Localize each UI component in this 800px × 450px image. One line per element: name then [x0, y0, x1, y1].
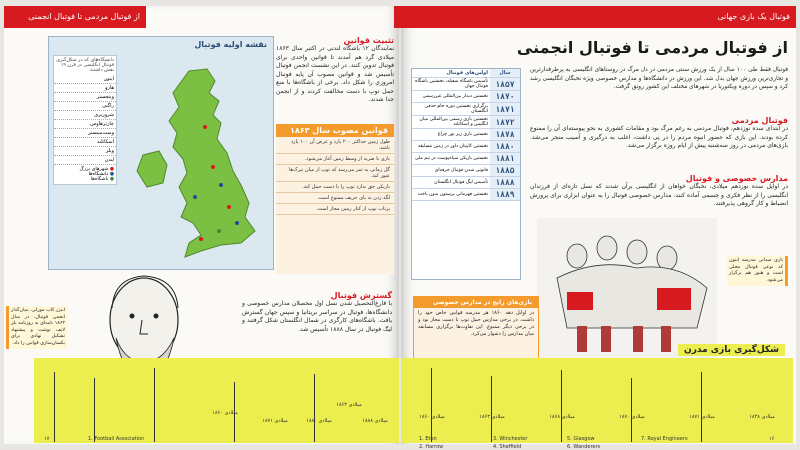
left-page-number: ۱۷ [44, 436, 50, 442]
legend-item: اسکاتلند [54, 138, 116, 147]
right-timeline [401, 345, 793, 443]
left-header-tag: از فوتبال مردمی تا فوتبال انجمنی [4, 6, 146, 28]
timeline-label: ۱۸۸۸ میلادی [362, 418, 388, 424]
intro-text: فوتبال فقط طی ۱۰۰ سال از یک ورزش سنتی مردمی در دل مرگ در روستاهای انگلیسی به پرطرفدارترین و تجاری‌ترین ورزش جهان بدل شد. این ورزش در دانشگاه‌ها و مدارس خصوصی ویژه نخبگان انگلیسی رشد کرد و سپس در دوره ویکتوریا در شهرهای مختلف این کشور رونق گرفت. [530, 67, 788, 90]
rule-item: بازی با ضربه از وسط زمین آغاز می‌شود. [276, 154, 394, 165]
table-row: نخستین قهرمانی پرستون بدون باخت ۱۸۸۹ [412, 189, 520, 201]
left-footer-item: 1. Football Association [88, 436, 145, 442]
map-note: دانشگاه‌های که در شکل‌گیری فوتبال انگلیسی در قرن ۱۹ نقش داشتند [56, 58, 114, 73]
approved-rules-title: قوانین مصوب سال ۱۸۶۳ [276, 124, 394, 137]
timeline-label: ۱۸۶۳ میلادی [479, 414, 505, 420]
timeline-label: ۱۸۸۰ میلادی [306, 418, 332, 424]
table-header-year: سال [490, 69, 520, 78]
city-marker [199, 237, 203, 241]
university-marker [193, 195, 197, 199]
firsts-table [411, 68, 521, 280]
school-rules-title: بازی‌های رایج در مدارس خصوصی [414, 297, 538, 308]
timeline-label: ۱۸۷۱ میلادی [689, 414, 715, 420]
timeline-label: ۱۸۶۳ میلادی [336, 402, 362, 408]
photo-caption-box [727, 256, 788, 286]
table-header [412, 69, 520, 78]
timeline-title: شکل‌گیری بازی مدرن [678, 344, 785, 356]
legend-item: وینچستر [54, 93, 116, 102]
map-markers [54, 165, 116, 184]
right-footer-item: 7. Royal Engineers [641, 436, 688, 442]
right-page-number: ۱۶ [769, 436, 775, 442]
legend-item: لندن [54, 156, 116, 165]
city-marker [227, 205, 231, 209]
legend-item: راگبی [54, 102, 116, 111]
table-row: تأسیس باشگاه شفیلد، نخستین باشگاه فوتبال جهان ۱۸۵۷ [412, 78, 520, 91]
rule-item: بازیکن حق ندارد توپ را با دست حمل کند. [276, 182, 394, 193]
table-header-event: اولین‌های فوتبال [412, 69, 490, 78]
approved-rules-box [276, 124, 394, 274]
expansion-text: با فارغ‌التحصیل شدن نسل اول محصلان مدارس خصوصی و دانشگاه‌ها، فوتبال در سراسر بریتانیا و سپس جهان گسترش یافت. باشگاه‌های کارگری در شمال انگلستان شکل گرفتند و لیگ فوتبال در سال ۱۸۸۸ تأسیس شد. [242, 300, 392, 333]
right-footer-item: 6. Wanderers [567, 444, 601, 450]
legend-item: شروزبری [54, 111, 116, 120]
section-folk [530, 116, 788, 167]
expansion-title: گسترش فوتبال [330, 291, 392, 300]
marker-cities: ● شهرهای بزرگ [79, 167, 114, 172]
table-row: تأسیس لیگ فوتبال انگلستان ۱۸۸۸ [412, 177, 520, 189]
rules-column [276, 36, 394, 117]
left-page [4, 6, 399, 444]
right-footer-item: 4. Sheffield [493, 444, 522, 450]
left-timeline [34, 358, 399, 443]
right-footer-item: 3. Winchester [493, 436, 528, 442]
timeline-label: ۱۸۷۱ میلادی [262, 418, 288, 424]
right-footer-item: 5. Glasgow [567, 436, 595, 442]
section1-text: در ابتدای سده نوزدهم، فوتبال مردمی به رغم مرگ بود و مقامات کشوری به نحو پیوسته‌ای آن را ممنوع کرده بودند. این بازی که حضور انبوه مردم را در پی داشت، اغلب به درگیری و آسیب منجر می‌شد. بازی‌های مردمی در روز سه‌شنبه پیش از ایام روزه برگزار می‌شد. [530, 125, 788, 149]
photo-caption: بازی میدانی مدرسه ایتون که نوعی فوتبال محلی است و هنوز هم برگزار می‌شود. [729, 258, 783, 283]
club-marker [217, 229, 221, 233]
table-row: برگزاری نخستین دوره جام حذفی انگلستان ۱۸۷۱ [412, 103, 520, 116]
table-row: نخستین بازیکن سیاه‌پوست در تیم ملی ۱۸۸۱ [412, 153, 520, 165]
ireland-shape [137, 151, 167, 187]
timeline-label: ۱۸۶۸ میلادی [549, 414, 575, 420]
school-rules-box [413, 296, 539, 360]
timeline-label: ۱۸۶۰ میلادی [212, 410, 238, 416]
table-row: نخستین بازی رسمی بین‌المللی میان انگلیس و اسکاتلند ۱۸۷۲ [412, 116, 520, 129]
city-marker [211, 165, 215, 169]
university-marker [235, 221, 239, 225]
portrait-caption: ابنزر کاب مورلی، بنیان‌گذار انجمن فوتبال، در سال ۱۸۶۳ نامه‌ای به روزنامه بلز لایف نوشت و پیشنهاد تشکیل نهادی برای یکسان‌سازی قوانین را داد. [11, 308, 65, 346]
map-title: نقشه اولیه فوتبال [194, 40, 267, 49]
great-britain-shape [169, 69, 255, 257]
city-marker [203, 125, 207, 129]
marker-universities: ● دانشگاه‌ها [88, 172, 114, 177]
rule-item: طول زمین حداکثر ۲۰۰ یارد و عرض آن ۱۰۰ یارد باشد. [276, 137, 394, 154]
map-box [48, 36, 274, 270]
rule-item: گل زمانی به ثمر می‌رسد که توپ از میان تیرک‌ها عبور کند. [276, 165, 394, 182]
rules-text: نمایندگان ۱۲ باشگاه لندنی در اکتبر سال ۱۸۶۳ میلادی گرد هم آمدند تا قوانین واحدی برای فوتبال تدوین کنند. در این نشست انجمن فوتبال تأسیس شد و قوانین مصوب آن پایه فوتبال امروزی را شکل داد. برخی از باشگاه‌ها با منع حمل توپ با دست مخالفت کردند و از انجمن جدا شدند. [276, 45, 394, 103]
legend-item: چارترهاوس [54, 120, 116, 129]
players-photo [537, 218, 717, 358]
school-rules-text: در اوایل دهه ۱۸۶۰ هر مدرسه قوانین خاص خود را داشت. در برخی مدارس حمل توپ با دست مجاز بود و در برخی دیگر ممنوع. این تفاوت‌ها برگزاری مسابقه میان مدارس را دشوار می‌کرد. [418, 310, 535, 337]
timeline-label: ۱۸۷۰ میلادی [619, 414, 645, 420]
university-marker [219, 183, 223, 187]
table-row: نخستین کاپیتان داور در زمین مسابقه ۱۸۸۰ [412, 141, 520, 153]
legend-item: وست‌مینستر [54, 129, 116, 138]
section1-title: فوتبال مردمی [731, 116, 788, 125]
marker-clubs: ● باشگاه‌ها [90, 177, 114, 182]
portrait-caption-box [6, 306, 67, 349]
table-row: نخستین بازی زیر نور چراغ ۱۸۷۸ [412, 129, 520, 141]
main-title: از فوتبال مردمی تا فوتبال انجمنی [516, 38, 788, 57]
timeline-label: ۱۸۶۰ میلادی [419, 414, 445, 420]
right-header-tag: فوتبال یک بازی جهانی [717, 12, 790, 21]
expansion-column [242, 291, 392, 362]
approved-rules-list [276, 137, 394, 215]
rule-item: لگد زدن به پای حریف ممنوع است. [276, 193, 394, 204]
rule-item: پرتاب توپ از کنار زمین مجاز است. [276, 204, 394, 215]
legend-item: هارو [54, 84, 116, 93]
section2-title: مدارس خصوصی و فوتبال [685, 174, 788, 183]
table-row: قانونی شدن فوتبال حرفه‌ای ۱۸۸۵ [412, 165, 520, 177]
legend-item: ایتون [54, 75, 116, 84]
table-row: نخستین دیدار بین‌المللی غیررسمی ۱۸۷۰ [412, 91, 520, 103]
right-page [401, 6, 796, 450]
timeline-label: ۱۸۴۸ میلادی [749, 414, 775, 420]
uk-map [129, 67, 269, 267]
section2-text: در اوایل سده نوزدهم میلادی، نخبگان خواهان از انگلیسی برآن شدند که نسل تازه‌ای از فرزندان انگلیسی را از نظر فکری و جسمی آماده کنند. مدارس خصوصی فوتبال را به عنوان ابزاری برای پرورش انضباط و کار گروهی پذیرفتند. [530, 183, 788, 207]
right-footer-item: 2. Harrow [419, 444, 444, 450]
right-header-bar [394, 6, 796, 28]
legend-item: ویلز [54, 147, 116, 156]
map-legend [53, 55, 117, 185]
right-footer-item: 1. Eton [419, 436, 437, 442]
section-schools [530, 174, 788, 223]
rules-title: تثبیت قوانین [343, 36, 394, 45]
